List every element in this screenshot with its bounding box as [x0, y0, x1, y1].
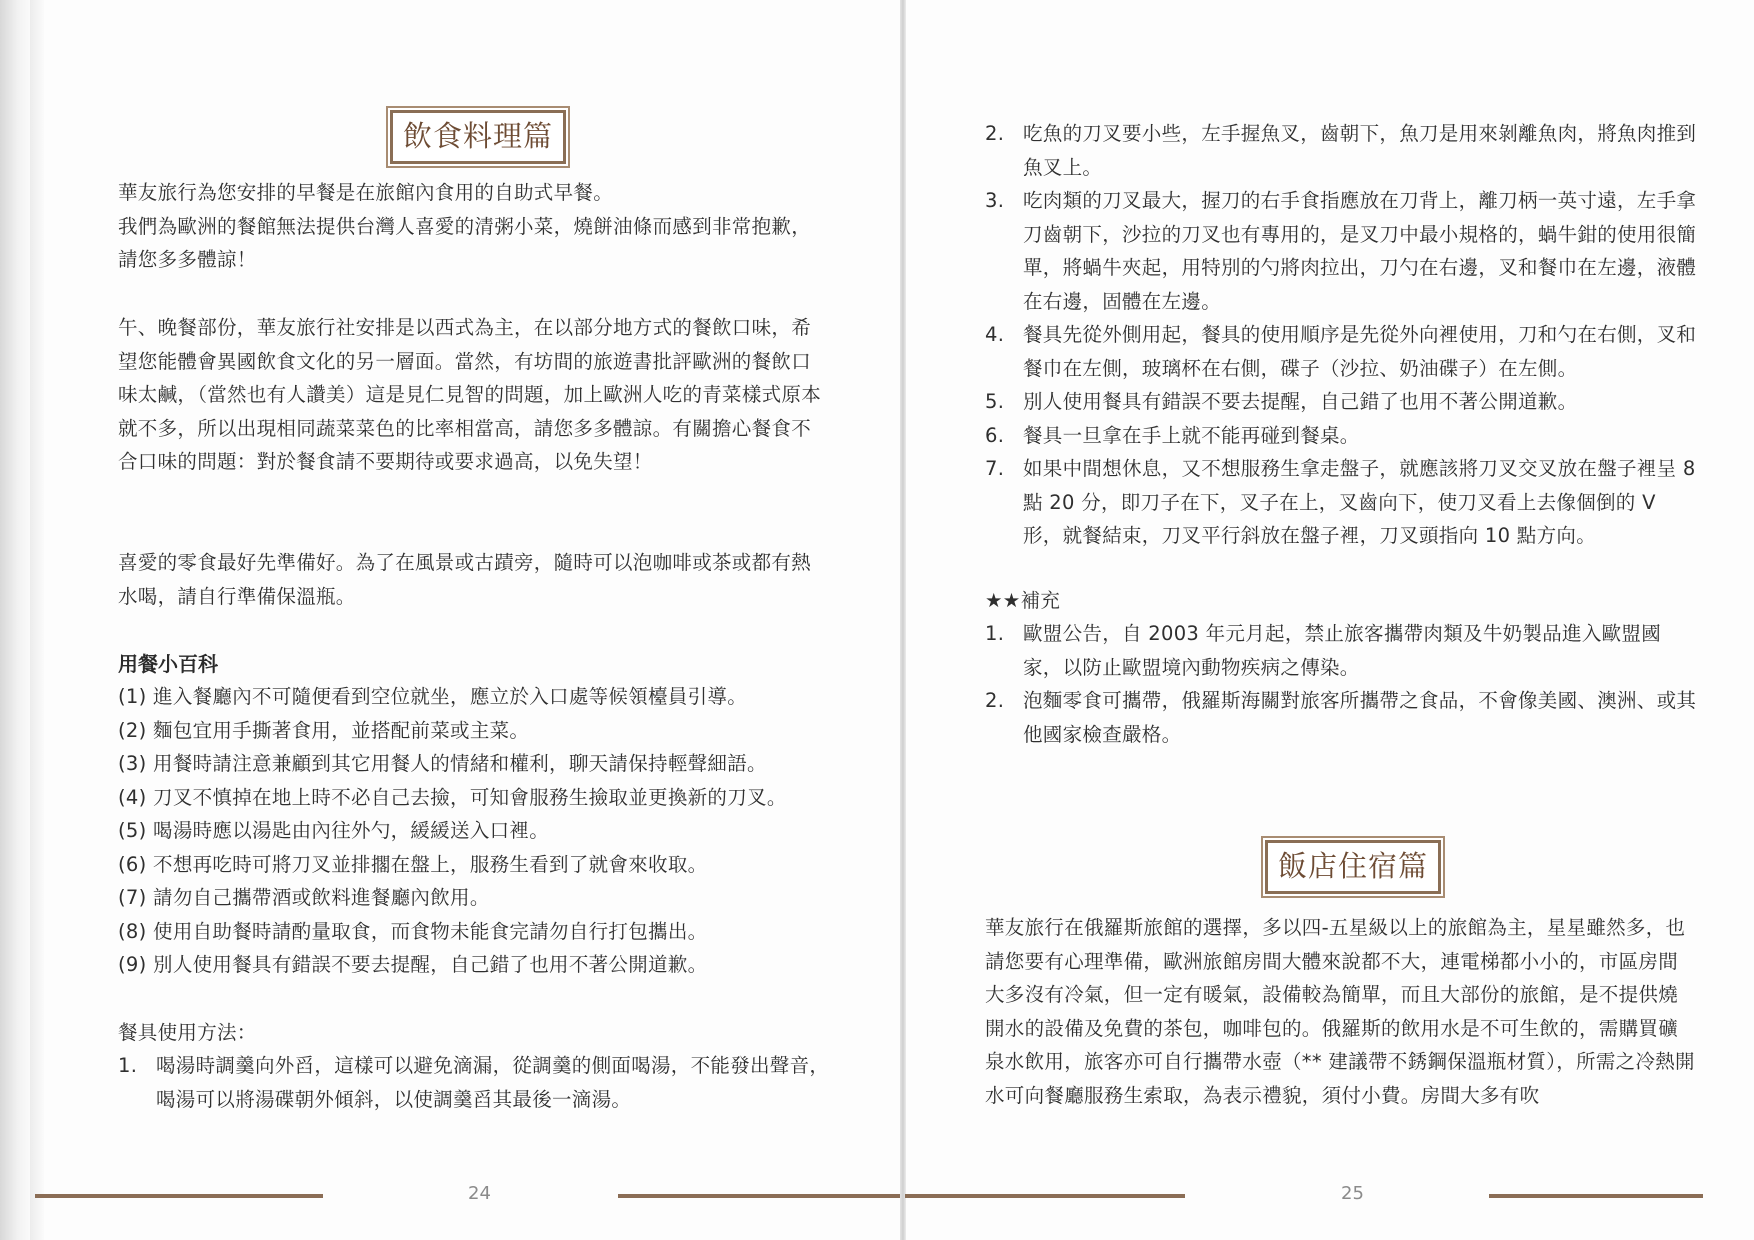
left-page	[110, 0, 830, 1240]
item-number: 2.	[985, 689, 1005, 712]
intro-line: 我們為歐洲的餐館無法提供台灣人喜愛的清粥小菜，燒餅油條而感到非常抱歉，請您多多體諒！	[118, 214, 812, 271]
list-item	[985, 117, 1697, 184]
intro-line: 華友旅行為您安排的早餐是在旅館內食用的自助式早餐。	[118, 181, 614, 204]
book-gutter	[900, 0, 906, 1240]
item-text: 喝湯時調羹向外舀，這樣可以避免滴漏，從調羹的側面喝湯，不能發出聲音，喝湯可以將湯碟朝外傾斜，以使調羹舀其最後一滴湯。	[156, 1054, 830, 1111]
list-item	[985, 452, 1697, 553]
list-item: (2) 麵包宜用手撕著食用，並搭配前菜或主菜。	[118, 718, 530, 742]
right-page	[985, 0, 1705, 1240]
utensils-list-continued	[985, 117, 1697, 553]
item-text: 如果中間想休息，又不想服務生拿走盤子，就應該將刀叉交叉放在盤子裡呈 8 點 20 分，即刀子在下，叉子在上，叉齒向下，使刀叉看上去像個倒的 V 形，就餐結束，刀叉平行斜放在盤子裡，刀叉頭指向 10 點方向。	[1023, 457, 1696, 547]
page-number: 24	[468, 1183, 491, 1204]
item-text: 吃肉類的刀叉最大，握刀的右手食指應放在刀背上，離刀柄一英寸遠，左手拿刀齒朝下，沙拉的刀叉也有專用的，是叉刀中最小規格的，蝸牛鉗的使用很簡單，將蝸牛夾起，用特別的勺將肉拉出，刀勺在右邊，叉和餐巾在左邊，液體在右邊，固體在左邊。	[1023, 189, 1697, 313]
list-item: (5) 喝湯時應以湯匙由內往外勺，緩緩送入口裡。	[118, 819, 550, 842]
list-item: (7) 請勿自己攜帶酒或飲料進餐廳內飲用。	[118, 886, 490, 909]
list-item: (9) 別人使用餐具有錯誤不要去提醒，自己錯了也用不著公開道歉。	[118, 953, 708, 976]
footer-rule	[1489, 1194, 1703, 1198]
utensils-heading: 餐具使用方法：	[118, 1021, 257, 1044]
item-text: 歐盟公告，自 2003 年元月起，禁止旅客攜帶肉類及牛奶製品進入歐盟國家，以防止歐盟境內動物疾病之傳染。	[1023, 622, 1662, 679]
item-text: 別人使用餐具有錯誤不要去提醒，自己錯了也用不著公開道歉。	[1023, 390, 1578, 413]
section-title-hotel: 飯店住宿篇	[1265, 840, 1441, 894]
item-number: 4.	[985, 323, 1005, 346]
supplement-list	[985, 617, 1697, 751]
list-item	[985, 419, 1697, 453]
item-number: 5.	[985, 390, 1005, 413]
item-text: 吃魚的刀叉要小些，左手握魚叉，齒朝下，魚刀是用來剝離魚肉，將魚肉推到魚叉上。	[1023, 122, 1697, 179]
list-item	[985, 617, 1697, 684]
hotel-paragraph: 華友旅行在俄羅斯旅館的選擇，多以四-五星級以上的旅館為主，星星雖然多，也請您要有心理準備，歐洲旅館房間大體來說都不大，連電梯都小小的，市區房間大多沒有冷氣，但一定有暖氣，設備較為簡單，而且大部份的旅館，是不提供燒開水的設備及免費的茶包，咖啡包的。俄羅斯的飲用水是不可生飲的，需購買礦泉水飲用，旅客亦可自行攜帶水壺（** 建議帶不銹鋼保溫瓶材質），所需之冷熱開水可向餐廳服務生索取，為表示禮貌，須付小費。房間大多有吹	[985, 916, 1695, 1107]
item-number: 2.	[985, 122, 1005, 145]
item-number: 1.	[985, 622, 1005, 645]
dining-tips-heading: 用餐小百科	[118, 652, 218, 676]
item-text: 餐具一旦拿在手上就不能再碰到餐桌。	[1023, 423, 1360, 447]
list-item	[118, 1049, 830, 1116]
list-item	[985, 318, 1697, 385]
footer-rule	[35, 1194, 323, 1198]
list-item	[985, 385, 1697, 419]
lunch-dinner-paragraph: 午、晚餐部份，華友旅行社安排是以西式為主，在以部分地方式的餐飲口味，希望您能體會異國飲食文化的另一層面。當然，有坊間的旅遊書批評歐洲的餐飲口味太鹹，（當然也有人讚美）這是見仁見智的問題，加上歐洲人吃的青菜樣式原本就不多，所以出現相同蔬菜菜色的比率相當高，請您多多體諒。有關擔心餐食不合口味的問題：對於餐食請不要期待或要求過高，以免失望！	[118, 316, 822, 473]
page-number: 25	[1341, 1183, 1364, 1204]
page-edge-shadow	[30, 0, 44, 1240]
item-number: 1.	[118, 1054, 138, 1077]
item-number: 7.	[985, 457, 1005, 480]
list-item: (3) 用餐時請注意兼顧到其它用餐人的情緒和權利，聊天請保持輕聲細語。	[118, 752, 767, 775]
page-edge-shadow	[0, 0, 30, 1240]
item-text: 餐具先從外側用起，餐具的使用順序是先從外向裡使用，刀和勺在右側，叉和餐巾在左側，玻璃杯在右側，碟子（沙拉、奶油碟子）在左側。	[1023, 323, 1697, 380]
supplement-heading: ★★補充	[985, 589, 1061, 612]
footer-rule	[618, 1194, 900, 1198]
list-item: (8) 使用自助餐時請酌量取食，而食物未能食完請勿自行打包攜出。	[118, 919, 708, 943]
item-number: 6.	[985, 423, 1005, 447]
list-item: (6) 不想再吃時可將刀叉並排擱在盤上，服務生看到了就會來收取。	[118, 852, 708, 876]
list-item	[985, 684, 1697, 751]
snacks-paragraph: 喜愛的零食最好先準備好。為了在風景或古蹟旁，隨時可以泡咖啡或茶或都有熱水喝，請自行準備保溫瓶。	[118, 551, 812, 608]
footer-rule	[905, 1194, 1185, 1198]
list-item	[985, 184, 1697, 318]
utensils-list	[118, 1049, 830, 1116]
list-item: (4) 刀叉不慎掉在地上時不必自己去撿，可知會服務生撿取並更換新的刀叉。	[118, 785, 787, 809]
section-title-dining: 飲食料理篇	[390, 110, 566, 164]
dining-tips-list	[118, 680, 830, 982]
intro-paragraph	[118, 176, 830, 277]
item-text: 泡麵零食可攜帶，俄羅斯海關對旅客所攜帶之食品，不會像美國、澳洲、或其他國家檢查嚴格。	[1023, 689, 1697, 746]
list-item: (1) 進入餐廳內不可隨便看到空位就坐，應立於入口處等候領檯員引導。	[118, 685, 748, 708]
item-number: 3.	[985, 189, 1005, 212]
